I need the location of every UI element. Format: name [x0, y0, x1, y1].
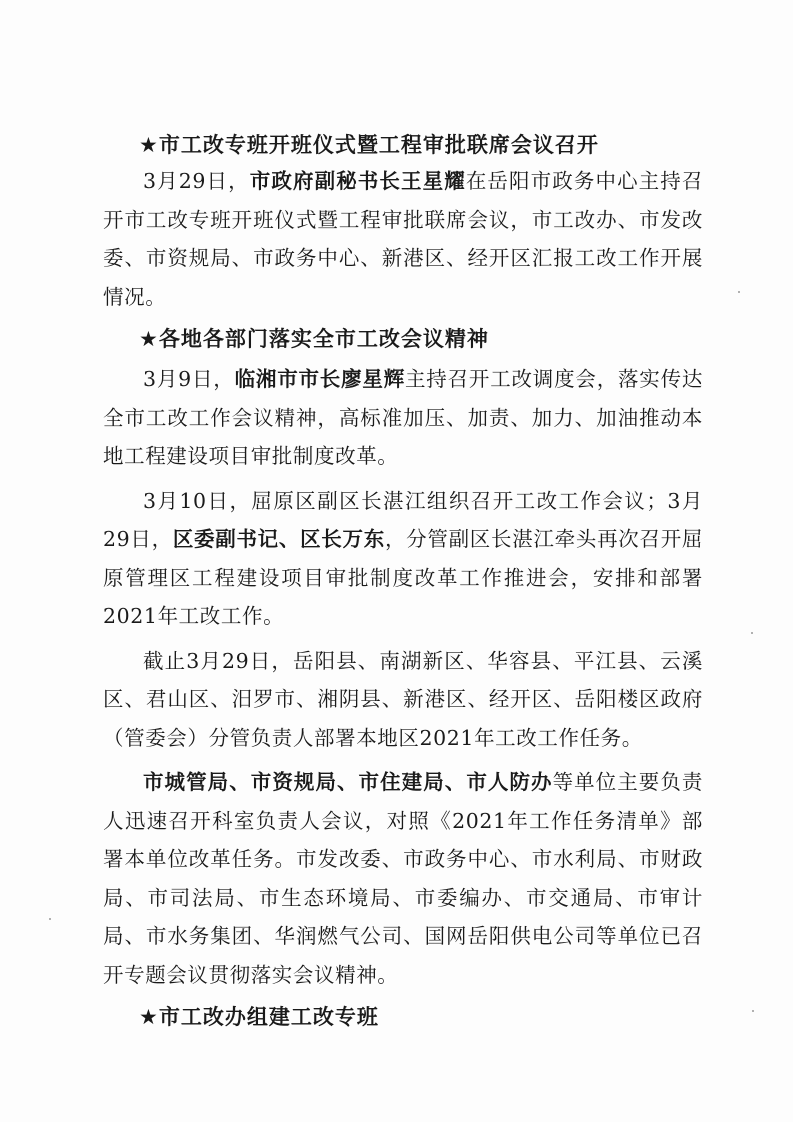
paragraph [103, 482, 703, 636]
paragraph-bold-text: 临湘市市长廖星辉 [234, 367, 405, 391]
scan-speck [752, 1010, 754, 1012]
paragraph-bold-text: 区委副书记、区长万东 [172, 527, 385, 551]
paragraph [103, 360, 703, 476]
scan-speck [738, 291, 740, 293]
paragraph-text: 主持召开工改调度会，落实传达全市工改工作会议精神，高标准加压、加责、加力、加油推动本地工程建设项目审批制度改革。 [103, 367, 703, 468]
paragraph [103, 763, 703, 994]
paragraph [103, 162, 703, 316]
scan-speck [49, 918, 51, 920]
section-heading: ★市工改办组建工改专班 [139, 1005, 379, 1029]
paragraph-text: ，分管副区长湛江牵头再次召开屈原管理区工程建设项目审批制度改革工作推进会，安排和部署2021年工改工作。 [103, 527, 704, 628]
paragraph-bold-text: 市政府副秘书长王星耀 [249, 169, 466, 193]
paragraph-text: 3月29日， [143, 169, 250, 193]
paragraph-text: 截止3月29日，岳阳县、南湖新区、华容县、平江县、云溪区、君山区、汨罗市、湘阴县、新港区、经开区、岳阳楼区政府（管委会）分管负责人部署本地区2021年工改工作任务。 [103, 648, 703, 750]
section-heading: ★各地各部门落实全市工改会议精神 [139, 327, 489, 351]
document-body [103, 128, 703, 1038]
section-heading: ★市工改专班开班仪式暨工程审批联席会议召开 [139, 133, 599, 157]
paragraph [103, 642, 703, 758]
paragraph-text: 3月10日，屈原区副区长湛江组织召开工改工作会议；3月29日， [103, 488, 703, 551]
paragraph-text: 等单位主要负责人迅速召开科室负责人会议，对照《2021年工作任务清单》部署本单位改革任务。市发改委、市政务中心、市水利局、市财政局、市司法局、市生态环境局、市委编办、市交通局、市审计局、市水务集团、华润燃气公司、国网岳阳供电公司等单位已召开专题会议贯彻落实会议精神。 [103, 770, 703, 987]
paragraph-text: 3月9日， [143, 367, 235, 391]
paragraph-text: 在岳阳市政务中心主持召开市工改专班开班仪式暨工程审批联席会议，市工改办、市发改委、市资规局、市政务中心、新港区、经开区汇报工改工作开展情况。 [103, 169, 703, 309]
paragraph-bold-text: 市城管局、市资规局、市住建局、市人防办 [143, 770, 553, 794]
scan-speck [751, 632, 753, 634]
